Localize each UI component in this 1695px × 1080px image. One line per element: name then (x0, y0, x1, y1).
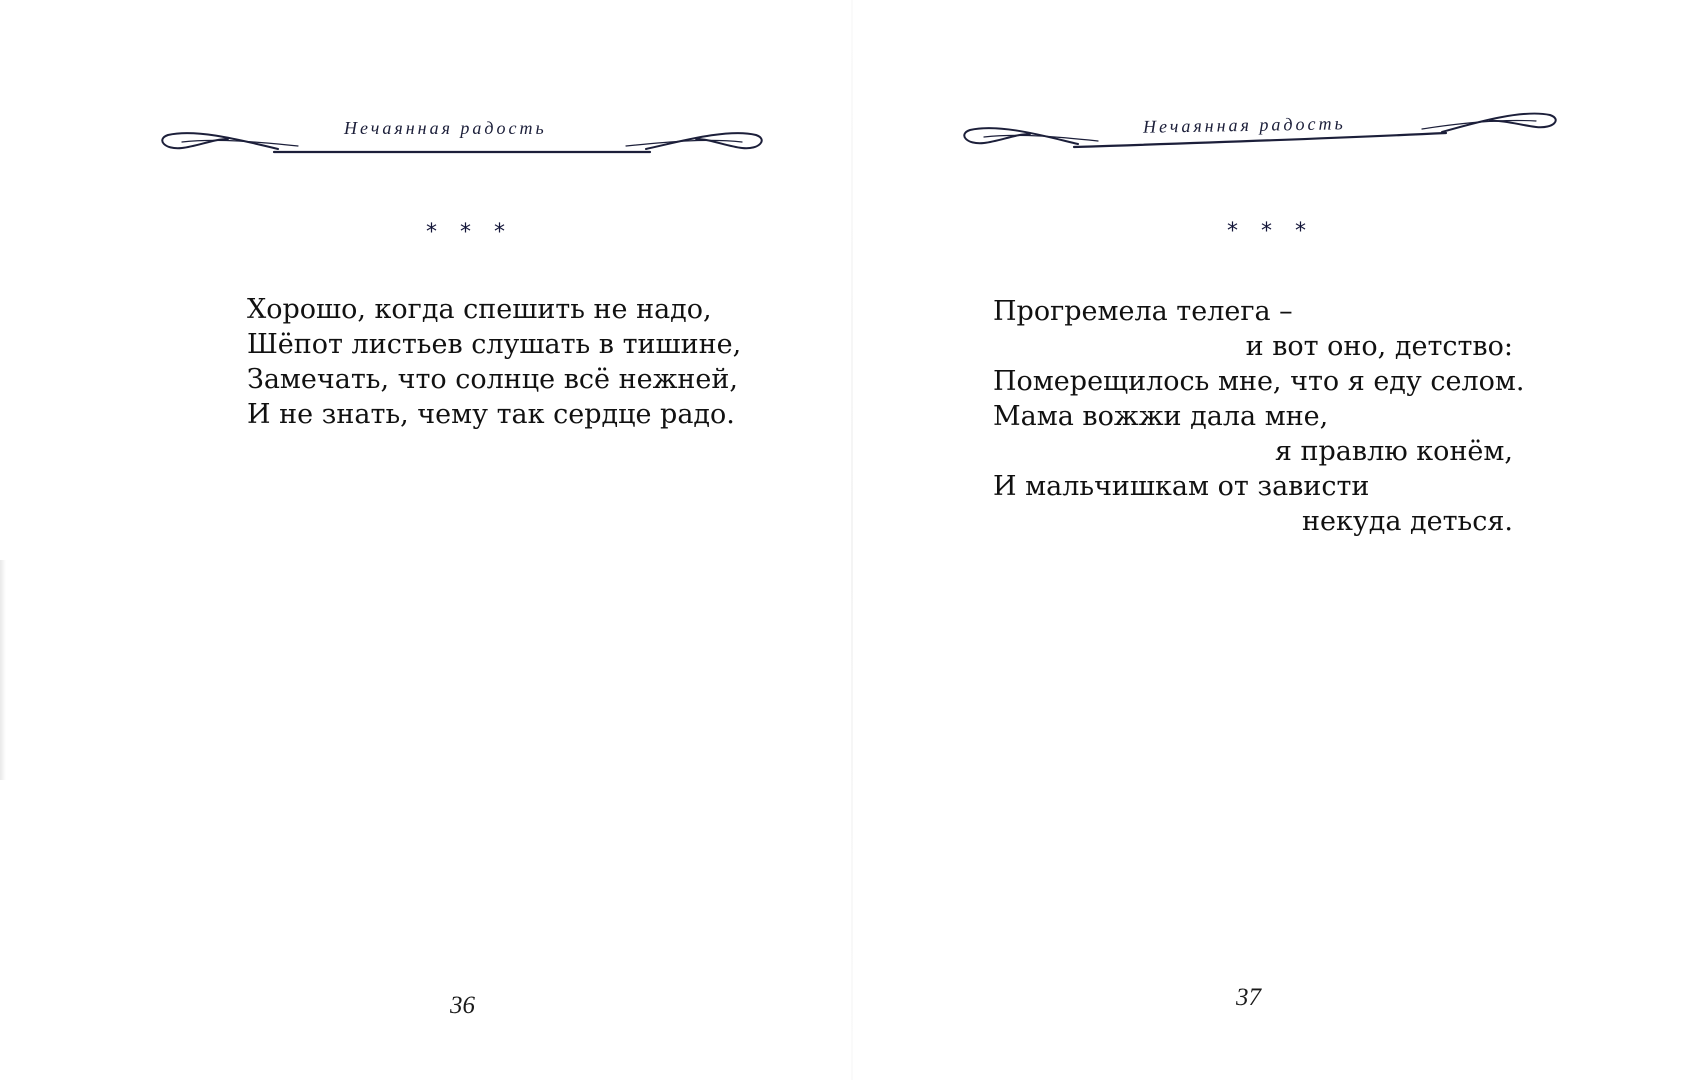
poem-text (247, 292, 741, 432)
poem-line: Мама вожжи дала мне, (993, 401, 1329, 432)
poem-line: Хорошо, когда спешить не надо, (247, 294, 712, 325)
page-number: 36 (450, 992, 475, 1019)
poem-line: Прогремела телега – (993, 296, 1293, 327)
poem-line: И мальчишкам от зависти (993, 471, 1370, 502)
poem-line: я правлю конём, (1274, 436, 1513, 467)
running-header-title: Нечаянная радость (1142, 113, 1346, 137)
right-page (853, 0, 1695, 1080)
poem-line: И не знать, чему так сердце радо. (247, 399, 735, 430)
poem-line: и вот оно, детство: (1245, 331, 1513, 362)
section-separator-stars: * * * (426, 220, 513, 245)
section-separator-stars: * * * (1227, 219, 1314, 244)
page-number: 37 (1236, 984, 1261, 1011)
poem-line: некуда деться. (1301, 506, 1513, 537)
poem-line: Шёпот листьев слушать в тишине, (247, 329, 742, 360)
running-header-title: Нечаянная радость (344, 118, 547, 138)
poem-line: Померещилось мне, что я еду селом. (993, 366, 1525, 397)
poem-line: Замечать, что солнце всё нежней, (247, 364, 738, 395)
poem-text (993, 294, 1525, 539)
